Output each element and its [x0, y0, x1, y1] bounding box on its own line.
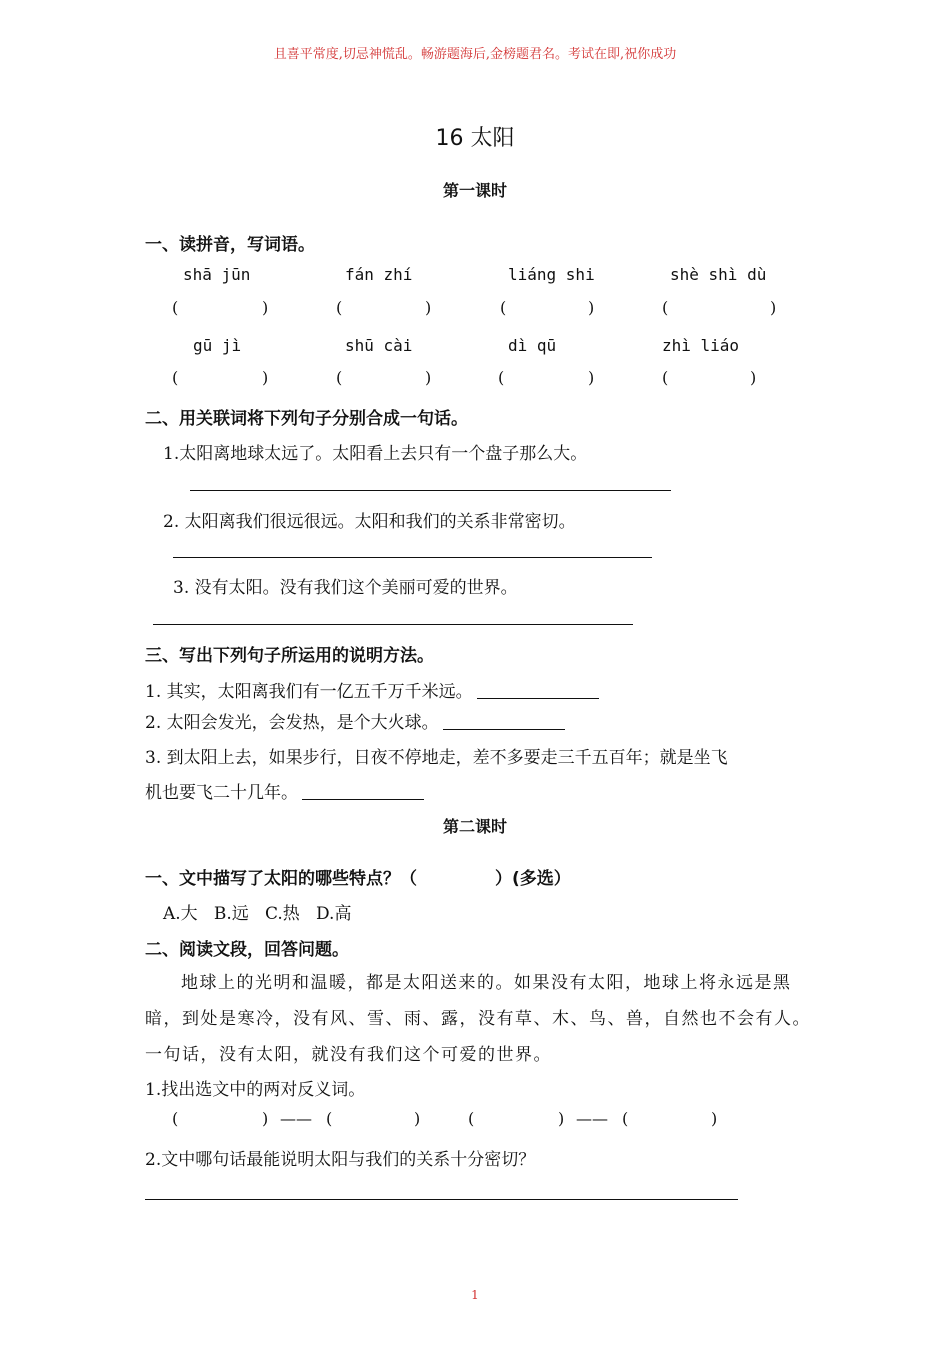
- pinyin-6: shū cài: [345, 336, 413, 355]
- passage-line-1: 地球上的光明和温暖，都是太阳送来的。如果没有太阳，地球上将永远是黑: [181, 973, 792, 993]
- answer-box-close: ): [262, 298, 269, 317]
- dash: ——: [280, 1109, 312, 1128]
- l1-q3-item-2-text: 2. 太阳会发光，会发热，是个大火球。: [145, 713, 439, 733]
- l1-q1-heading: 一、读拼音，写词语。: [145, 235, 315, 255]
- l2-q1-options: A.大 B.远 C.热 D.高: [163, 904, 352, 924]
- answer-box-close: ): [750, 368, 757, 387]
- answer-box-close: ): [588, 298, 595, 317]
- page-number: 1: [471, 1288, 479, 1302]
- pinyin-2: fán zhí: [345, 265, 413, 284]
- pinyin-3: liáng shi: [508, 265, 595, 284]
- answer-box-open: (: [662, 298, 669, 317]
- answer-box-close: ): [558, 1109, 565, 1128]
- answer-box-open: (: [498, 368, 505, 387]
- l2-q1-heading-text: 一、文中描写了太阳的哪些特点？（: [145, 869, 417, 889]
- l1-q3-item-3-cont: [145, 778, 424, 803]
- answer-box-open: (: [172, 368, 179, 387]
- answer-box-close: ): [588, 368, 595, 387]
- l1-q2-heading: 二、用关联词将下列句子分别合成一句话。: [145, 409, 468, 429]
- page-title: 16 太阳: [435, 126, 515, 151]
- lesson2-title: 第二课时: [442, 817, 507, 836]
- passage-line-3: 一句话，没有太阳，就没有我们这个可爱的世界。: [145, 1045, 552, 1065]
- answer-line[interactable]: [190, 490, 671, 491]
- l1-q3-item-3: 3. 到太阳上去，如果步行，日夜不停地走，差不多要走三千五百年；就是坐飞: [145, 748, 728, 768]
- l2-q1-heading: [145, 864, 571, 889]
- answer-box-open: (: [326, 1109, 333, 1128]
- l2-q2-sub2: 2.文中哪句话最能说明太阳与我们的关系十分密切？: [145, 1150, 536, 1170]
- answer-box-close: ): [262, 368, 269, 387]
- l1-q3-heading: 三、写出下列句子所运用的说明方法。: [145, 646, 434, 666]
- l1-q2-item-1: 1.太阳离地球太远了。太阳看上去只有一个盘子那么大。: [163, 444, 588, 464]
- l2-q2-heading: 二、阅读文段，回答问题。: [145, 940, 349, 960]
- answer-box-open: (: [468, 1109, 475, 1128]
- lesson1-title: 第一课时: [442, 181, 507, 200]
- pinyin-5: gū jì: [193, 336, 242, 355]
- l1-q3-item-1-text: 1. 其实，太阳离我们有一亿五千万千米远。: [145, 682, 473, 702]
- passage-line-2: 暗，到处是寒冷，没有风、雪、雨、露，没有草、木、鸟、兽，自然也不会有人。: [145, 1009, 811, 1029]
- l1-q3-item-3-cont-text: 机也要飞二十几年。: [145, 783, 298, 803]
- answer-box-close: ): [770, 298, 777, 317]
- l1-q3-item-2: [145, 708, 565, 733]
- answer-box-close: ): [425, 368, 432, 387]
- pinyin-8: zhì liáo: [662, 336, 740, 355]
- l1-q2-item-3: 3. 没有太阳。没有我们这个美丽可爱的世界。: [173, 578, 518, 598]
- answer-box-close: ): [414, 1109, 421, 1128]
- dash: ——: [576, 1109, 608, 1128]
- l1-q3-item-1: [145, 677, 599, 702]
- answer-blank[interactable]: [443, 711, 565, 730]
- answer-box-open: (: [172, 1109, 179, 1128]
- answer-line[interactable]: [153, 624, 633, 625]
- answer-box-open: (: [662, 368, 669, 387]
- pinyin-4: shè shì dù: [670, 265, 767, 284]
- answer-line[interactable]: [173, 557, 652, 558]
- l2-q2-sub1: 1.找出选文中的两对反义词。: [145, 1080, 366, 1100]
- l1-q2-item-2: 2. 太阳离我们很远很远。太阳和我们的关系非常密切。: [163, 512, 576, 532]
- answer-box-open: (: [500, 298, 507, 317]
- pinyin-7: dì qū: [508, 336, 557, 355]
- page-header-motto: 且喜平常度,切忌神慌乱。畅游题海后,金榜题君名。考试在即,祝你成功: [273, 47, 677, 62]
- pinyin-1: shā jūn: [183, 265, 251, 284]
- answer-box-close: ): [262, 1109, 269, 1128]
- answer-box-open: (: [172, 298, 179, 317]
- answer-box-close: ): [711, 1109, 718, 1128]
- answer-line[interactable]: [145, 1199, 738, 1200]
- answer-box-open: (: [336, 298, 343, 317]
- answer-box-open: (: [622, 1109, 629, 1128]
- answer-box-close: ): [425, 298, 432, 317]
- answer-blank[interactable]: [302, 781, 424, 800]
- answer-blank[interactable]: [477, 680, 599, 699]
- l2-q1-heading-end: ）(多选）: [495, 869, 571, 889]
- answer-box-open: (: [336, 368, 343, 387]
